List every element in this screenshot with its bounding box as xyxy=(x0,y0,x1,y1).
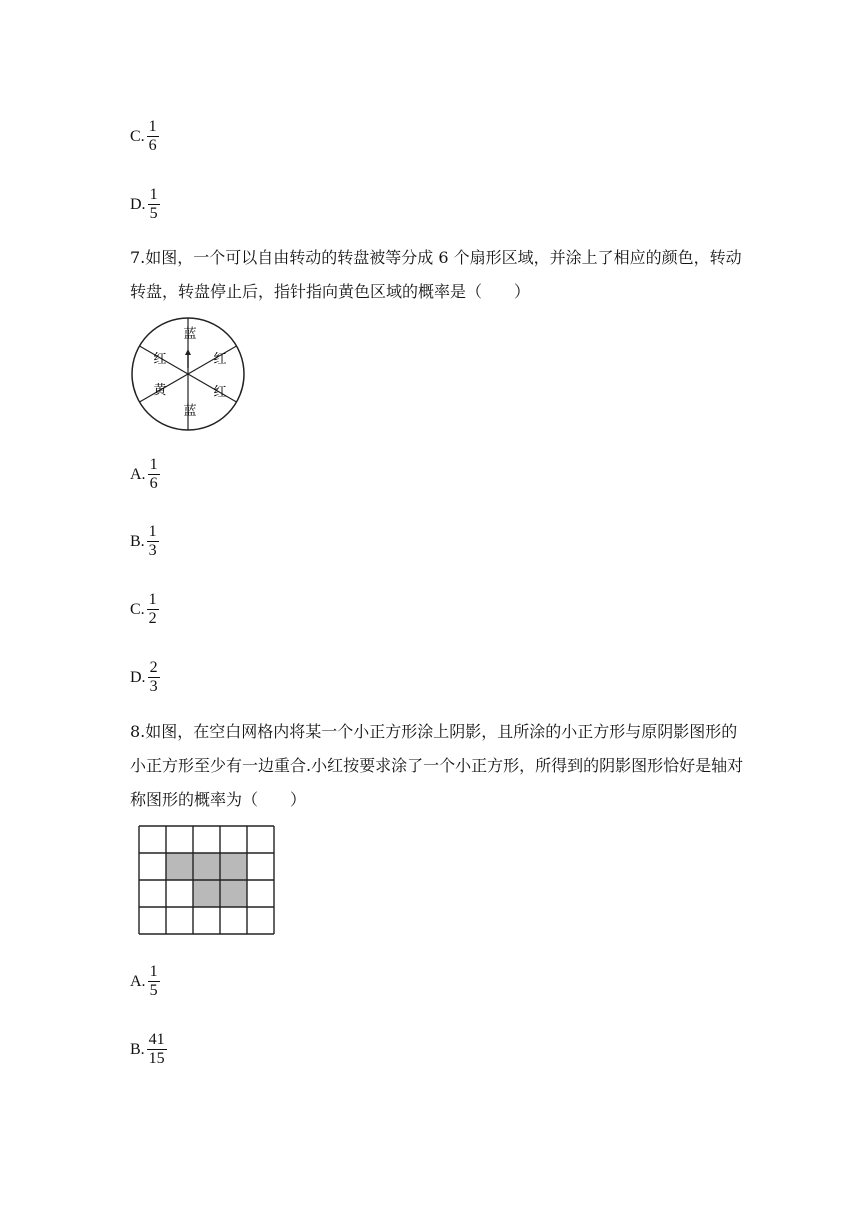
fraction xyxy=(148,659,160,696)
numerator: 1 xyxy=(149,186,158,203)
q6-option-d xyxy=(130,186,160,223)
shaded-cell xyxy=(193,880,220,907)
option-letter: D. xyxy=(130,195,146,213)
q7-option-c xyxy=(130,591,159,628)
q6-option-c xyxy=(130,118,159,155)
option-letter: C. xyxy=(130,600,145,618)
numerator: 1 xyxy=(148,118,157,135)
sector-label: 红 xyxy=(213,385,227,400)
sector-label: 红 xyxy=(213,352,227,367)
spinner-figure xyxy=(130,316,246,432)
fraction xyxy=(147,523,159,560)
shaded-cell xyxy=(193,853,220,880)
option-letter: B. xyxy=(130,1040,145,1058)
option-letter: D. xyxy=(130,668,146,686)
pointer-arrowhead xyxy=(185,349,191,355)
option-letter: B. xyxy=(130,532,145,550)
sector-label: 黄 xyxy=(153,383,167,398)
fraction xyxy=(147,118,159,155)
q7-option-b xyxy=(130,523,159,560)
q8-option-b xyxy=(130,1031,167,1068)
fraction xyxy=(147,591,159,628)
q8-option-a xyxy=(130,963,160,1000)
sector-divider xyxy=(188,374,237,402)
shaded-cell xyxy=(220,853,247,880)
sector-label: 蓝 xyxy=(183,404,197,419)
fraction xyxy=(148,456,160,493)
option-letter: C. xyxy=(130,127,145,145)
denominator: 15 xyxy=(148,1050,165,1067)
numerator: 1 xyxy=(148,591,157,608)
numerator: 2 xyxy=(149,659,158,676)
shaded-cell xyxy=(166,853,193,880)
numerator: 1 xyxy=(149,456,158,473)
fraction xyxy=(148,186,160,223)
denominator: 5 xyxy=(149,982,158,999)
denominator: 2 xyxy=(148,610,157,627)
denominator: 3 xyxy=(149,678,158,695)
numerator: 1 xyxy=(149,963,158,980)
denominator: 5 xyxy=(149,205,158,222)
option-letter: A. xyxy=(130,465,146,483)
fraction xyxy=(147,1031,167,1068)
fraction xyxy=(148,963,160,1000)
numerator: 41 xyxy=(148,1031,165,1048)
grid-figure xyxy=(136,823,276,937)
denominator: 6 xyxy=(148,137,157,154)
question-7-text: 7.如图，一个可以自由转动的转盘被等分成 6 个扇形区域，并涂上了相应的颜色，转动转盘，转盘停止后，指针指向黄色区域的概率是（ ） xyxy=(130,248,742,301)
shaded-cell xyxy=(220,880,247,907)
sector-divider xyxy=(188,346,237,374)
denominator: 3 xyxy=(148,542,157,559)
numerator: 1 xyxy=(148,523,157,540)
sector-label: 蓝 xyxy=(183,327,197,342)
q7-option-d xyxy=(130,659,160,696)
sector-label: 红 xyxy=(153,352,167,367)
denominator: 6 xyxy=(149,475,158,492)
q7-option-a xyxy=(130,456,160,493)
option-letter: A. xyxy=(130,972,146,990)
question-8-text: 8.如图，在空白网格内将某一个小正方形涂上阴影，且所涂的小正方形与原阴影图形的小正方形至少有一边重合.小红按要求涂了一个小正方形，所得到的阴影图形恰好是轴对称图形的概率为（ ） xyxy=(130,722,744,809)
